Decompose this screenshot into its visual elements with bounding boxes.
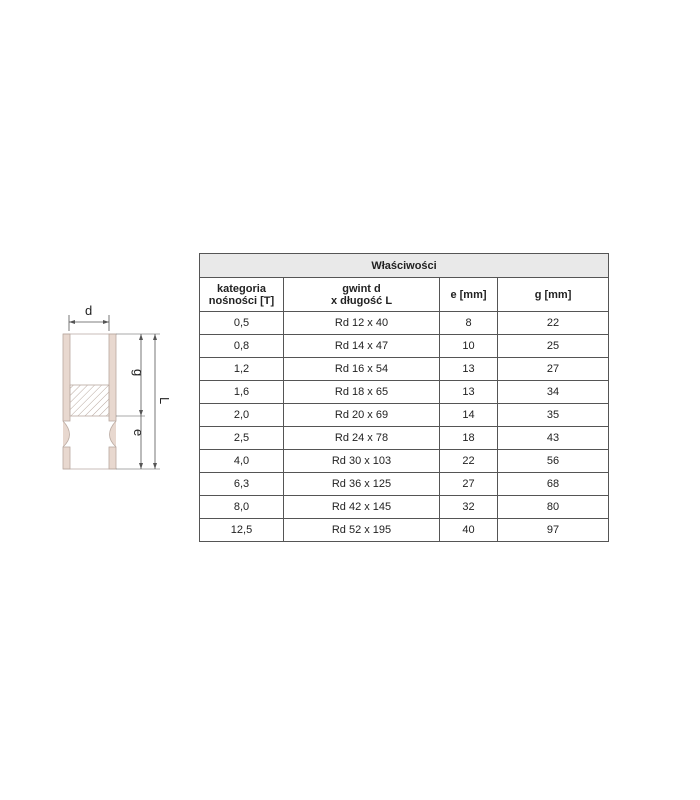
d-arrow-right: [103, 320, 109, 324]
table-row: [200, 519, 609, 542]
table-row: [200, 381, 609, 404]
cell-thread: Rd 52 x 195: [284, 519, 440, 542]
cell-thread: Rd 20 x 69: [284, 404, 440, 427]
cell-e: 14: [440, 404, 498, 427]
cell-e: 13: [440, 381, 498, 404]
cell-g: 97: [498, 519, 609, 542]
cell-load: 0,8: [200, 335, 284, 358]
cell-thread: Rd 12 x 40: [284, 312, 440, 335]
g-label: g: [131, 369, 146, 377]
cell-g: 35: [498, 404, 609, 427]
table-row: [200, 335, 609, 358]
L-arrow-top: [153, 334, 157, 340]
table-row: [200, 496, 609, 519]
L-arrow-bottom: [153, 463, 157, 469]
cell-load: 1,2: [200, 358, 284, 381]
cell-e: 40: [440, 519, 498, 542]
cell-e: 27: [440, 473, 498, 496]
drawing-svg: [50, 295, 190, 480]
cell-e: 13: [440, 358, 498, 381]
hatched-thread-section: [70, 385, 109, 416]
table-row: [200, 358, 609, 381]
cell-load: 0,5: [200, 312, 284, 335]
cell-load: 1,6: [200, 381, 284, 404]
cell-g: 56: [498, 450, 609, 473]
cell-g: 22: [498, 312, 609, 335]
cell-load: 2,5: [200, 427, 284, 450]
header-load-category: [200, 278, 284, 312]
cell-e: 32: [440, 496, 498, 519]
cell-load: 12,5: [200, 519, 284, 542]
cell-g: 25: [498, 335, 609, 358]
table-row: [200, 312, 609, 335]
cell-load: 6,3: [200, 473, 284, 496]
cell-load: 2,0: [200, 404, 284, 427]
cell-e: 22: [440, 450, 498, 473]
header-g: g [mm]: [498, 278, 609, 312]
cell-g: 34: [498, 381, 609, 404]
header-e: e [mm]: [440, 278, 498, 312]
g-arrow-bottom: [139, 410, 143, 416]
header-thread-line1: gwint d: [342, 282, 381, 295]
header-load-category-line2: nośności [T]: [208, 294, 275, 307]
cell-g: 80: [498, 496, 609, 519]
cell-thread: Rd 24 x 78: [284, 427, 440, 450]
cell-e: 8: [440, 312, 498, 335]
table-row: [200, 450, 609, 473]
cell-e: 18: [440, 427, 498, 450]
cell-thread: Rd 14 x 47: [284, 335, 440, 358]
cell-load: 8,0: [200, 496, 284, 519]
cell-thread: Rd 16 x 54: [284, 358, 440, 381]
properties-table: [199, 253, 609, 542]
cell-g: 43: [498, 427, 609, 450]
cell-thread: Rd 36 x 125: [284, 473, 440, 496]
eye-nut-body: [63, 334, 116, 469]
technical-drawing: [50, 295, 190, 480]
table-title: Właściwości: [200, 254, 609, 278]
cell-g: 27: [498, 358, 609, 381]
d-arrow-left: [69, 320, 75, 324]
header-load-category-line1: kategoria: [217, 282, 266, 295]
header-thread-line2: x długość L: [330, 294, 393, 307]
cell-thread: Rd 42 x 145: [284, 496, 440, 519]
d-label: d: [85, 303, 93, 318]
cell-thread: Rd 18 x 65: [284, 381, 440, 404]
table-row: [200, 427, 609, 450]
e-arrow-bottom: [139, 463, 143, 469]
table-header-row: [200, 278, 609, 312]
cell-load: 4,0: [200, 450, 284, 473]
cell-e: 10: [440, 335, 498, 358]
e-label: e: [131, 429, 146, 437]
header-thread: [284, 278, 440, 312]
g-arrow-top: [139, 334, 143, 340]
cell-g: 68: [498, 473, 609, 496]
table-row: [200, 473, 609, 496]
cell-thread: Rd 30 x 103: [284, 450, 440, 473]
L-label: L: [157, 397, 172, 405]
table-row: [200, 404, 609, 427]
